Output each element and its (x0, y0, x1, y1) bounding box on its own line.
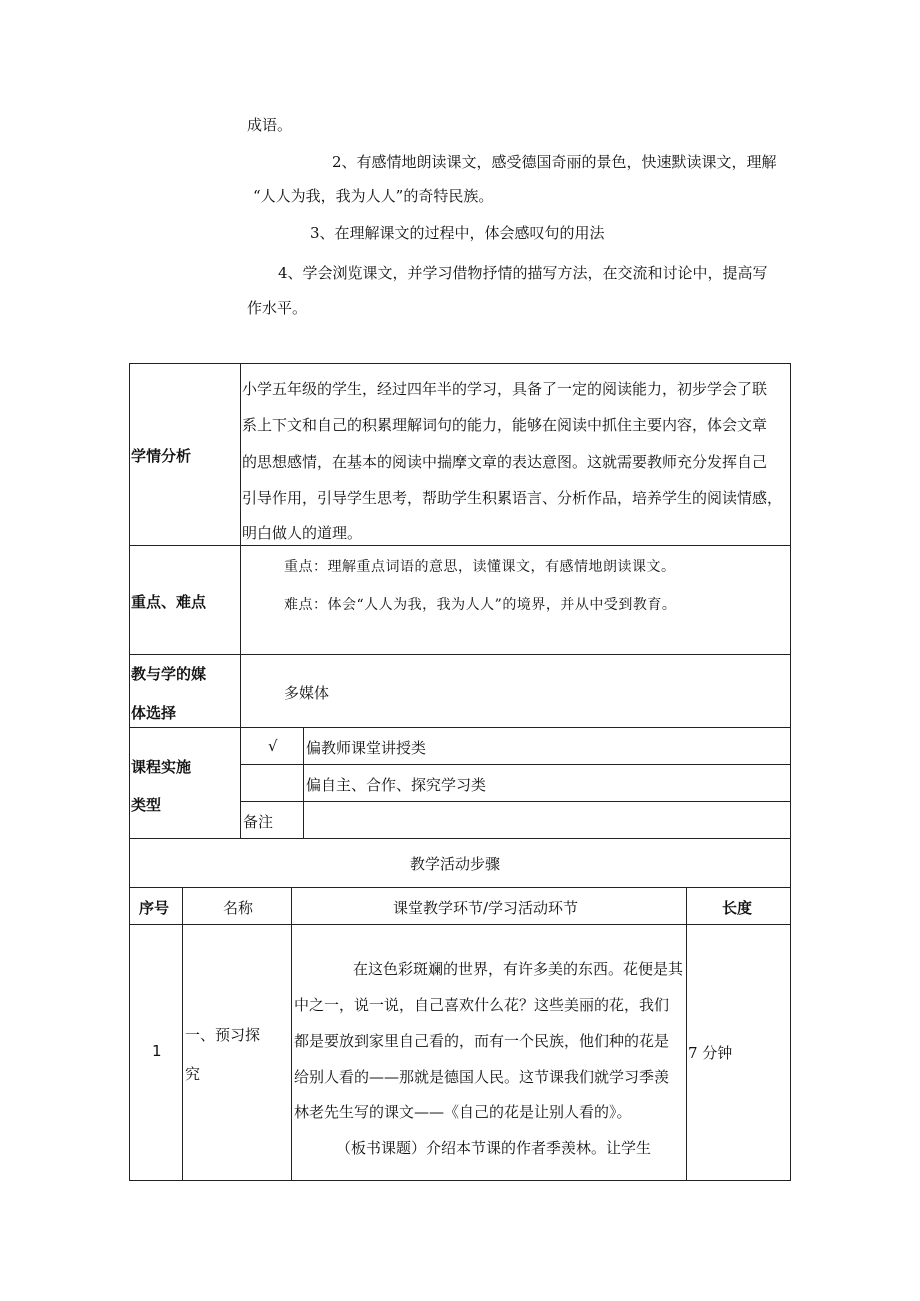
row-1-length: 7 分钟 (688, 1044, 733, 1062)
row-1-line: （板书课题）介绍本节课的作者季羡林。让学生 (336, 1139, 652, 1157)
row-1-no: 1 (152, 1042, 162, 1060)
row-1-line: 中之一，说一说，自己喜欢什么花？这些美丽的花，我们 (294, 996, 670, 1014)
objective-item-2-cont: “人人为我，我为人人”的奇特民族。 (253, 187, 494, 205)
course-type-option-1: 偏教师课堂讲授类 (306, 739, 427, 757)
row-1-line: 都是要放到家里自己看的，而有一个民族，他们种的花是 (294, 1032, 670, 1050)
student-analysis-line: 引导作用，引导学生思考，帮助学生积累语言、分析作品，培养学生的阅读情感， (242, 489, 783, 507)
check-mark-icon: √ (268, 737, 278, 755)
course-type-label-cont: 类型 (131, 796, 162, 814)
header-no: 序号 (139, 899, 170, 917)
steps-title: 教学活动步骤 (410, 855, 501, 873)
objective-item-2: 2、有感情地朗读课文，感受德国奇丽的景色，快速默读课文，理解 (332, 153, 777, 171)
course-type-option-2: 偏自主、合作、探究学习类 (306, 776, 487, 794)
student-analysis-line: 小学五年级的学生，经过四年半的学习，具备了一定的阅读能力，初步学会了联 (242, 380, 768, 398)
row-1-line: 林老先生写的课文——《自己的花是让别人看的》。 (294, 1103, 632, 1121)
row-1-name: 一、预习探 (185, 1026, 261, 1044)
row-1-line: 在这色彩斑斓的世界，有许多美的东西。花便是其 (353, 960, 684, 978)
course-type-label: 课程实施 (131, 758, 192, 776)
student-analysis-label: 学情分析 (131, 447, 192, 465)
objective-item-4-cont: 作水平。 (247, 299, 308, 317)
row-1-name-cont: 究 (185, 1065, 201, 1083)
key-points-label: 重点、难点 (131, 593, 207, 611)
student-analysis-line: 明白做人的道理。 (242, 524, 363, 542)
remark-label: 备注 (243, 813, 274, 831)
difficult-point-text: 难点：体会“人人为我，我为人人”的境界，并从中受到教育。 (284, 597, 677, 613)
student-analysis-line: 的思想感情，在基本的阅读中揣摩文章的表达意图。这就需要教师充分发挥自己 (242, 453, 768, 471)
header-length: 长度 (722, 899, 753, 917)
key-point-text: 重点：理解重点词语的意思，读懂课文，有感情地朗读课文。 (284, 559, 676, 575)
objective-item-3: 3、在理解课文的过程中，体会感叹句的用法 (310, 224, 605, 242)
header-stage: 课堂教学环节/学习活动环节 (393, 899, 579, 917)
media-label: 教与学的媒 (131, 665, 207, 683)
media-label-cont: 体选择 (131, 704, 177, 722)
objective-line-1: 成语。 (247, 116, 293, 134)
media-value: 多媒体 (284, 684, 330, 702)
row-1-line: 给别人看的——那就是德国人民。这节课我们就学习季羡 (294, 1068, 670, 1086)
objective-item-4: 4、学会浏览课文，并学习借物抒情的描写方法，在交流和讨论中，提高写 (278, 264, 768, 282)
header-name: 名称 (223, 899, 254, 917)
student-analysis-line: 系上下文和自己的积累理解词句的能力，能够在阅读中抓住主要内容，体会文章 (242, 416, 768, 434)
